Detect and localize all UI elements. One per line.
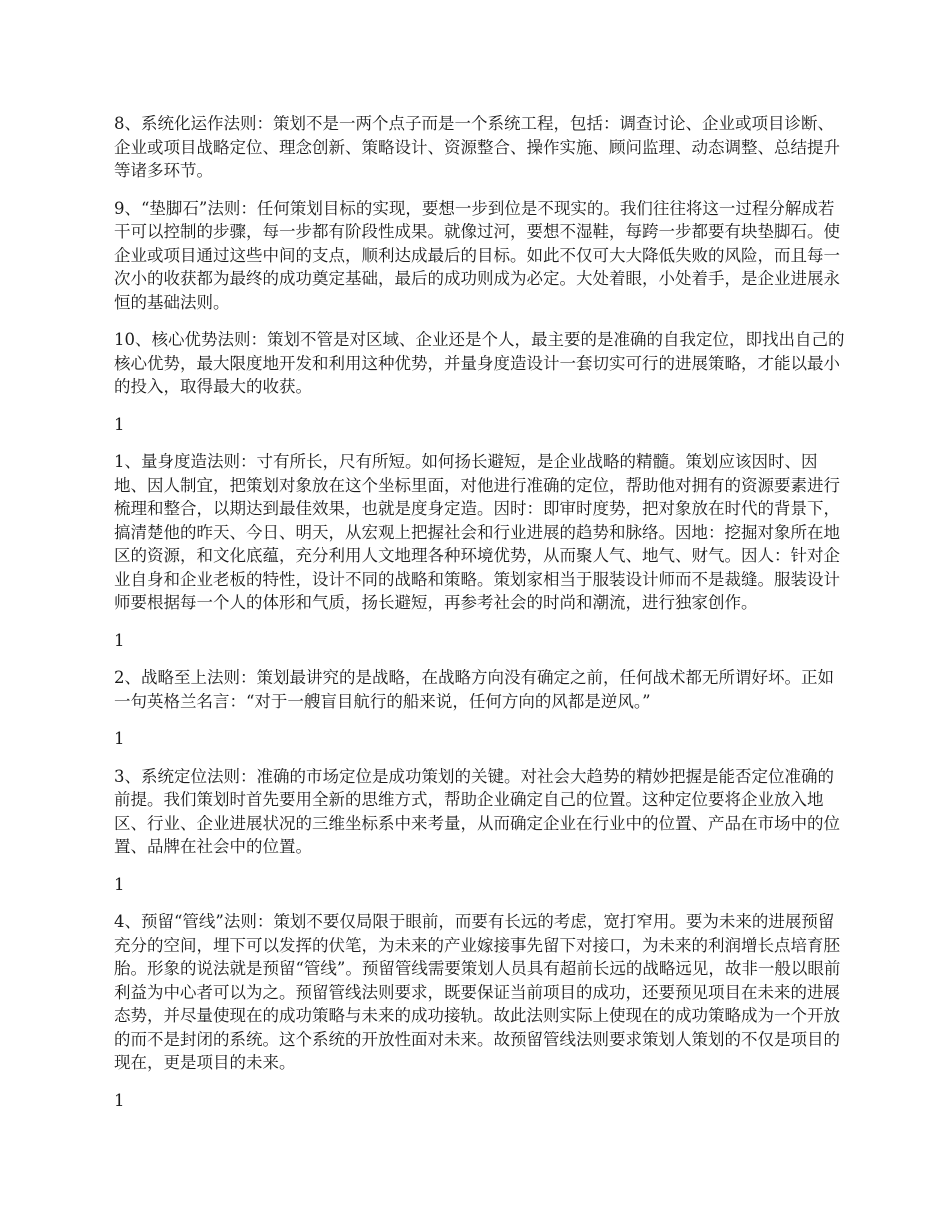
separator-number: 1 bbox=[114, 729, 125, 748]
paragraph-rule-10: 10、核心优势法则：策划不管是对区域、企业还是个人，最主要的是准确的自我定位，即找出自己的核心优势，最大限度地开发和利用这种优势，并量身度造设计一套切实可行的进展策略，才能以最小的投入，取得最大的收获。 bbox=[114, 330, 845, 396]
paragraph-rule-1: 1、量身度造法则：寸有所长，尺有所短。如何扬长避短，是企业战略的精髓。策划应该因时、因地、因人制宜，把策划对象放在这个坐标里面，对他进行准确的定位，帮助他对拥有的资源要素进行梳理和整合，以期达到最佳效果，也就是度身定造。因时：即审时度势，把对象放在时代的背景下，搞清楚他的昨天、今日、明天，从宏观上把握社会和行业进展的趋势和脉络。因地：挖掘对象所在地区的资源，和文化底蕴，充分利用人文地理各种环境优势，从而聚人气、地气、财气。因人：针对企业自身和企业老板的特性，设计不同的战略和策略。策划家相当于服装设计师而不是裁缝。服装设计师要根据每一个人的体形和气质，扬长避短，再参考社会的时尚和潮流，进行独家创作。 bbox=[114, 452, 840, 612]
separator-number: 1 bbox=[114, 874, 125, 894]
paragraph-rule-9: 9、“垫脚石”法则：任何策划目标的实现，要想一步到位是不现实的。我们往往将这一过程分解成若干可以控制的步骤，每一步都有阶段性成果。就像过河，要想不湿鞋，每跨一步都要有块垫脚石。使企业或项目通过这些中间的支点，顺利达成最后的目标。如此不仅可大大降低失败的风险，而且每一次小的收获都为最终的成功奠定基础，最后的成功则成为必定。大处着眼，小处着手，是企业进展永恒的基础法则。 bbox=[114, 198, 840, 312]
paragraph-rule-4: 4、预留“管线”法则：策划不要仅局限于眼前，而要有长远的考虑，宽打窄用。要为未来的进展预留充分的空间，埋下可以发挥的伏笔，为未来的产业嫁接事先留下对接口，为未来的利润增长点培育胚胎。形象的说法就是预留“管线”。预留管线需要策划人员具有超前长远的战略远见，故非一般以眼前利益为中心者可以为之。预留管线法则要求，既要保证当前项目的成功，还要预见项目在未来的进展态势，并尽量使现在的成功策略与未来的成功接轨。故此法则实际上使现在的成功策略成为一个开放的而不是封闭的系统。这个系统的开放性面对未来。故预留管线法则要求策划人策划的不仅是项目的现在，更是项目的未来。 bbox=[114, 912, 841, 1072]
separator-number: 1 bbox=[114, 630, 125, 650]
separator-number: 1 bbox=[114, 414, 125, 434]
paragraph-rule-3: 3、系统定位法则：准确的市场定位是成功策划的关键。对社会大趋势的精妙把握是能否定位准确的前提。我们策划时首先要用全新的思维方式，帮助企业确定自己的位置。这种定位要将企业放入地区、行业、企业进展状况的三维坐标系中来考量，从而确定企业在行业中的位置、产品在市场中的位置、品牌在社会中的位置。 bbox=[114, 766, 840, 856]
document-body bbox=[114, 112, 846, 1126]
paragraph-rule-2: 2、战略至上法则：策划最讲究的是战略，在战略方向没有确定之前，任何战术都无所谓好坏。正如一句英格兰名言：“对于一艘盲目航行的船来说，任何方向的风都是逆风。” bbox=[114, 668, 834, 711]
separator-number: 1 bbox=[114, 1090, 125, 1110]
paragraph-rule-8: 8、系统化运作法则：策划不是一两个点子而是一个系统工程，包括：调查讨论、企业或项目诊断、企业或项目战略定位、理念创新、策略设计、资源整合、操作实施、顾问监理、动态调整、总结提升等诸多环节。 bbox=[114, 114, 840, 180]
